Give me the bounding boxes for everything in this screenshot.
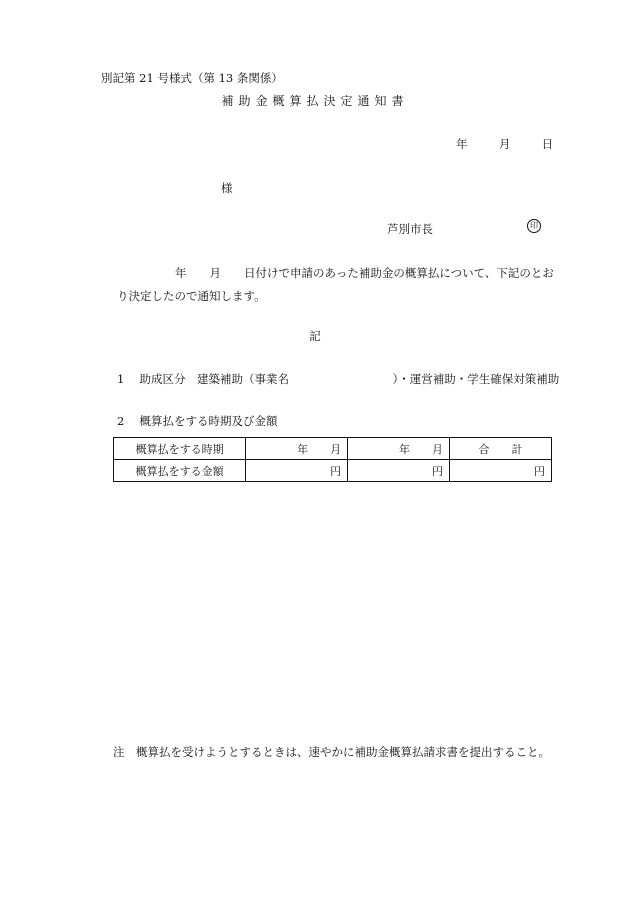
issuer-name: 芦別市長: [387, 222, 433, 236]
row-label-period: 概算払をする時期: [114, 438, 246, 460]
row-label-amount: 概算払をする金額: [114, 460, 246, 482]
table-row: [114, 438, 552, 460]
ki-heading: 記: [309, 329, 321, 343]
body-text-line-2: り決定したので通知します。: [117, 289, 266, 303]
footnote: 注 概算払を受けようとするときは、速やかに補助金概算払請求書を提出すること。: [113, 745, 550, 759]
seal-mark: 印: [527, 219, 541, 233]
amount-total-cell: 円: [450, 460, 552, 482]
table-row: [114, 460, 552, 482]
period-cell-1: 年 月: [246, 438, 348, 460]
total-header-cell: 合 計: [450, 438, 552, 460]
amount-cell-2: 円: [348, 460, 450, 482]
document-title: 補助金概算払決定通知書: [221, 94, 409, 108]
item-1-subsidy-category: 1 助成区分 建築補助（事業名 ）・運営補助・学生確保対策補助: [117, 372, 560, 386]
period-cell-2: 年 月: [348, 438, 450, 460]
body-text-line-1: 年 月 日付けで申請のあった補助金の概算払について、下記のとお: [175, 266, 554, 280]
addressee-suffix: 様: [221, 181, 233, 195]
date-year: 年: [456, 137, 468, 151]
form-number-label: 別記第 21 号様式（第 13 条関係）: [101, 71, 283, 85]
payment-table: [113, 437, 552, 482]
issue-date: [456, 136, 553, 152]
date-month: 月: [498, 137, 511, 151]
date-day: 日: [541, 137, 554, 151]
item-2-heading: 2 概算払をする時期及び金額: [117, 414, 278, 428]
amount-cell-1: 円: [246, 460, 348, 482]
